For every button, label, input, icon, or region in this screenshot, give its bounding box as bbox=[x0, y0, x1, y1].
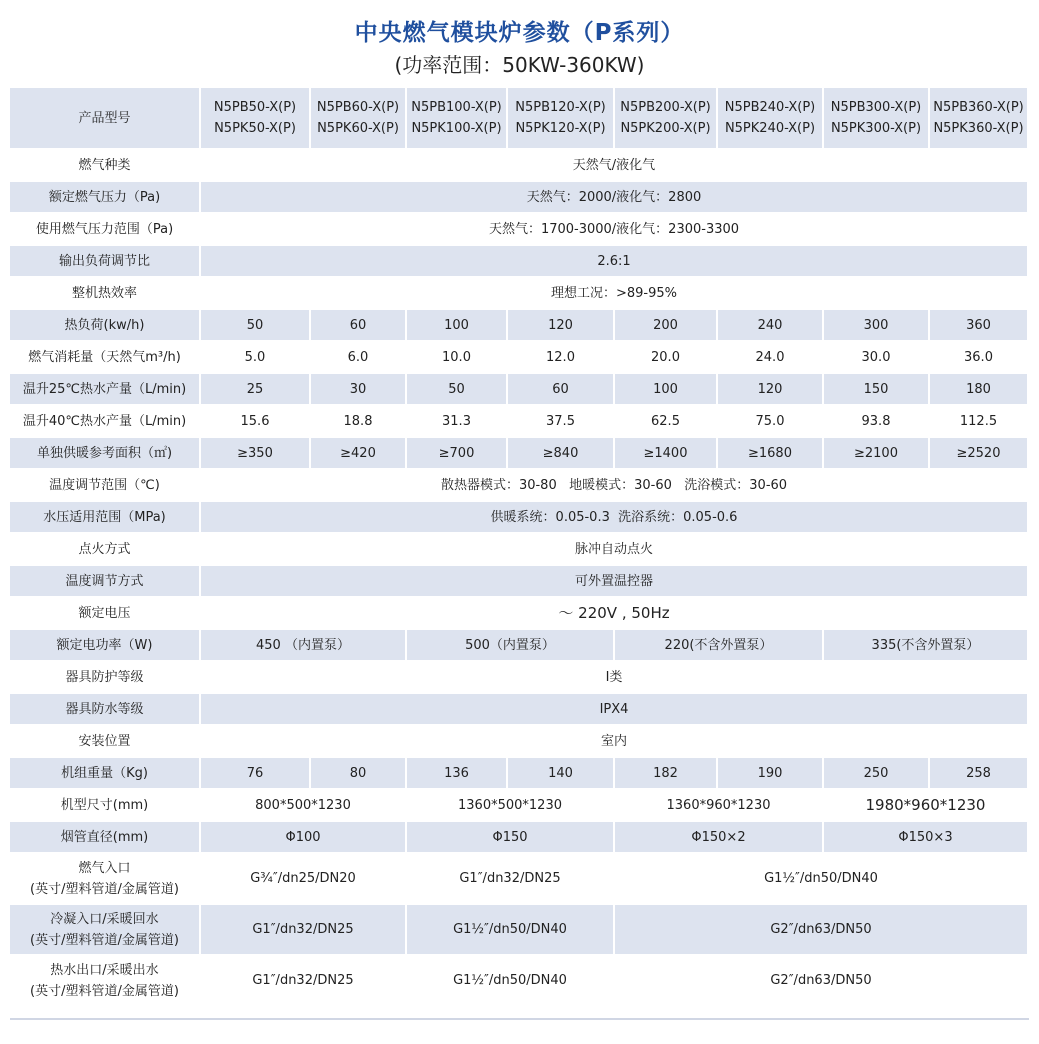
hw-25-cell: 120 bbox=[718, 374, 824, 406]
page-subtitle: (功率范围：50KW-360KW) bbox=[394, 53, 645, 77]
dimensions-cell: 1360*960*1230 bbox=[615, 790, 824, 822]
hw-25-cell: 30 bbox=[311, 374, 407, 406]
table-row bbox=[10, 150, 1029, 182]
table-row bbox=[10, 726, 1029, 758]
gas-type-value: 天然气/液化气 bbox=[201, 150, 1029, 182]
row-label-installation: 安装位置 bbox=[10, 726, 201, 758]
model-cell: N5PB360-X(P) N5PK360-X(P) bbox=[930, 88, 1029, 150]
table-row bbox=[10, 566, 1029, 598]
table-row bbox=[10, 182, 1029, 214]
heating-area-cell: ≥840 bbox=[508, 438, 615, 470]
hw-40-cell: 62.5 bbox=[615, 406, 718, 438]
row-label-cond-inlet: 冷凝入口/采暖回水 (英寸/塑料管道/金属管道) bbox=[10, 905, 201, 956]
table-row bbox=[10, 214, 1029, 246]
rated-pressure-value: 天然气：2000/液化气：2800 bbox=[201, 182, 1029, 214]
weight-cell: 80 bbox=[311, 758, 407, 790]
cond-inlet-cell: G1½″/dn50/DN40 bbox=[407, 905, 615, 956]
hw-40-cell: 18.8 bbox=[311, 406, 407, 438]
heat-load-cell: 300 bbox=[824, 310, 930, 342]
pressure-range-value: 天然气：1700-3000/液化气：2300-3300 bbox=[201, 214, 1029, 246]
table-row bbox=[10, 598, 1029, 630]
table-row bbox=[10, 630, 1029, 662]
weight-cell: 190 bbox=[718, 758, 824, 790]
gas-consumption-cell: 24.0 bbox=[718, 342, 824, 374]
heat-load-cell: 240 bbox=[718, 310, 824, 342]
water-pressure-value: 供暖系统：0.05-0.3 洗浴系统：0.05-0.6 bbox=[201, 502, 1029, 534]
heating-area-cell: ≥420 bbox=[311, 438, 407, 470]
row-label-model: 产品型号 bbox=[10, 88, 201, 150]
row-label-heating-area: 单独供暖参考面积（㎡) bbox=[10, 438, 201, 470]
hw-40-cell: 75.0 bbox=[718, 406, 824, 438]
table-row bbox=[10, 342, 1029, 374]
row-label-dimensions: 机型尺寸(mm) bbox=[10, 790, 201, 822]
gas-consumption-cell: 10.0 bbox=[407, 342, 508, 374]
heating-area-cell: ≥2100 bbox=[824, 438, 930, 470]
row-label-gas-consumption: 燃气消耗量（天然气m³/h) bbox=[10, 342, 201, 374]
row-label-temp-range: 温度调节范围（℃) bbox=[10, 470, 201, 502]
hw-40-cell: 15.6 bbox=[201, 406, 311, 438]
heating-area-cell: ≥2520 bbox=[930, 438, 1029, 470]
model-cell: N5PB100-X(P) N5PK100-X(P) bbox=[407, 88, 508, 150]
heat-load-cell: 200 bbox=[615, 310, 718, 342]
gas-inlet-cell: G¾″/dn25/DN20 bbox=[201, 854, 407, 905]
turndown-value: 2.6:1 bbox=[201, 246, 1029, 278]
row-label-ignition: 点火方式 bbox=[10, 534, 201, 566]
hw-40-cell: 31.3 bbox=[407, 406, 508, 438]
row-label-hw-outlet: 热水出口/采暖出水 (英寸/塑料管道/金属管道) bbox=[10, 956, 201, 1007]
cond-inlet-cell: G2″/dn63/DN50 bbox=[615, 905, 1029, 956]
protection-value: I类 bbox=[201, 662, 1029, 694]
page-title: 中央燃气模块炉参数（P系列） bbox=[354, 20, 685, 46]
hw-25-cell: 60 bbox=[508, 374, 615, 406]
row-label-waterproof: 器具防水等级 bbox=[10, 694, 201, 726]
table-row bbox=[10, 854, 1029, 905]
model-cell: N5PB50-X(P) N5PK50-X(P) bbox=[201, 88, 311, 150]
table-row bbox=[10, 905, 1029, 956]
row-label-water-pressure: 水压适用范围（MPa) bbox=[10, 502, 201, 534]
temp-range-value: 散热器模式：30-80 地暖模式：30-60 洗浴模式：30-60 bbox=[201, 470, 1029, 502]
row-label-weight: 机组重量（Kg) bbox=[10, 758, 201, 790]
gas-consumption-cell: 20.0 bbox=[615, 342, 718, 374]
hw-25-cell: 180 bbox=[930, 374, 1029, 406]
row-label-power: 额定电功率（W) bbox=[10, 630, 201, 662]
table-row bbox=[10, 662, 1029, 694]
row-label-heat-load: 热负荷(kw/h) bbox=[10, 310, 201, 342]
efficiency-value: 理想工况：>89-95% bbox=[201, 278, 1029, 310]
dimensions-cell: 1360*500*1230 bbox=[407, 790, 615, 822]
heating-area-cell: ≥1680 bbox=[718, 438, 824, 470]
table-row bbox=[10, 310, 1029, 342]
row-label-temp-control: 温度调节方式 bbox=[10, 566, 201, 598]
heating-area-cell: ≥700 bbox=[407, 438, 508, 470]
table-row bbox=[10, 438, 1029, 470]
bottom-divider bbox=[10, 1018, 1029, 1020]
flue-cell: Φ150 bbox=[407, 822, 615, 854]
hw-40-cell: 37.5 bbox=[508, 406, 615, 438]
flue-cell: Φ150×3 bbox=[824, 822, 1029, 854]
hw-25-cell: 25 bbox=[201, 374, 311, 406]
voltage-value: ～ 220V , 50Hz bbox=[201, 598, 1029, 630]
temp-control-value: 可外置温控器 bbox=[201, 566, 1029, 598]
table-row bbox=[10, 758, 1029, 790]
gas-consumption-cell: 5.0 bbox=[201, 342, 311, 374]
dimensions-cell: 800*500*1230 bbox=[201, 790, 407, 822]
model-cell: N5PB60-X(P) N5PK60-X(P) bbox=[311, 88, 407, 150]
heat-load-cell: 60 bbox=[311, 310, 407, 342]
gas-inlet-cell: G1″/dn32/DN25 bbox=[407, 854, 615, 905]
heating-area-cell: ≥350 bbox=[201, 438, 311, 470]
row-label-hw-40: 温升40℃热水产量（L/min) bbox=[10, 406, 201, 438]
cond-inlet-cell: G1″/dn32/DN25 bbox=[201, 905, 407, 956]
hw-outlet-cell: G2″/dn63/DN50 bbox=[615, 956, 1029, 1007]
heat-load-cell: 50 bbox=[201, 310, 311, 342]
table-row bbox=[10, 88, 1029, 150]
row-label-flue: 烟管直径(mm) bbox=[10, 822, 201, 854]
flue-cell: Φ150×2 bbox=[615, 822, 824, 854]
row-label-protection: 器具防护等级 bbox=[10, 662, 201, 694]
gas-consumption-cell: 12.0 bbox=[508, 342, 615, 374]
table-row bbox=[10, 822, 1029, 854]
row-label-rated-pressure: 额定燃气压力（Pa) bbox=[10, 182, 201, 214]
table-row bbox=[10, 406, 1029, 438]
weight-cell: 250 bbox=[824, 758, 930, 790]
hw-outlet-cell: G1″/dn32/DN25 bbox=[201, 956, 407, 1007]
row-label-gas-type: 燃气种类 bbox=[10, 150, 201, 182]
table-row bbox=[10, 790, 1029, 822]
model-cell: N5PB300-X(P) N5PK300-X(P) bbox=[824, 88, 930, 150]
ignition-value: 脉冲自动点火 bbox=[201, 534, 1029, 566]
row-label-gas-inlet: 燃气入口 (英寸/塑料管道/金属管道) bbox=[10, 854, 201, 905]
power-cell: 220(不含外置泵） bbox=[615, 630, 824, 662]
row-label-pressure-range: 使用燃气压力范围（Pa) bbox=[10, 214, 201, 246]
power-cell: 500（内置泵） bbox=[407, 630, 615, 662]
table-row bbox=[10, 694, 1029, 726]
table-row bbox=[10, 956, 1029, 1007]
hw-outlet-cell: G1½″/dn50/DN40 bbox=[407, 956, 615, 1007]
table-row bbox=[10, 246, 1029, 278]
table-row bbox=[10, 502, 1029, 534]
weight-cell: 182 bbox=[615, 758, 718, 790]
table-row bbox=[10, 374, 1029, 406]
model-cell: N5PB120-X(P) N5PK120-X(P) bbox=[508, 88, 615, 150]
model-cell: N5PB200-X(P) N5PK200-X(P) bbox=[615, 88, 718, 150]
weight-cell: 258 bbox=[930, 758, 1029, 790]
row-label-hw-25: 温升25℃热水产量（L/min) bbox=[10, 374, 201, 406]
table-row bbox=[10, 278, 1029, 310]
heat-load-cell: 120 bbox=[508, 310, 615, 342]
power-cell: 335(不含外置泵） bbox=[824, 630, 1029, 662]
weight-cell: 136 bbox=[407, 758, 508, 790]
flue-cell: Φ100 bbox=[201, 822, 407, 854]
hw-40-cell: 112.5 bbox=[930, 406, 1029, 438]
gas-consumption-cell: 6.0 bbox=[311, 342, 407, 374]
hw-25-cell: 150 bbox=[824, 374, 930, 406]
weight-cell: 76 bbox=[201, 758, 311, 790]
table-row bbox=[10, 470, 1029, 502]
gas-consumption-cell: 36.0 bbox=[930, 342, 1029, 374]
installation-value: 室内 bbox=[201, 726, 1029, 758]
hw-25-cell: 100 bbox=[615, 374, 718, 406]
row-label-voltage: 额定电压 bbox=[10, 598, 201, 630]
spec-table bbox=[10, 88, 1029, 1007]
hw-25-cell: 50 bbox=[407, 374, 508, 406]
power-cell: 450 （内置泵） bbox=[201, 630, 407, 662]
weight-cell: 140 bbox=[508, 758, 615, 790]
gas-inlet-cell: G1½″/dn50/DN40 bbox=[615, 854, 1029, 905]
heating-area-cell: ≥1400 bbox=[615, 438, 718, 470]
gas-consumption-cell: 30.0 bbox=[824, 342, 930, 374]
table-row bbox=[10, 534, 1029, 566]
heat-load-cell: 100 bbox=[407, 310, 508, 342]
model-cell: N5PB240-X(P) N5PK240-X(P) bbox=[718, 88, 824, 150]
row-label-turndown: 输出负荷调节比 bbox=[10, 246, 201, 278]
waterproof-value: IPX4 bbox=[201, 694, 1029, 726]
row-label-efficiency: 整机热效率 bbox=[10, 278, 201, 310]
hw-40-cell: 93.8 bbox=[824, 406, 930, 438]
heat-load-cell: 360 bbox=[930, 310, 1029, 342]
dimensions-cell: 1980*960*1230 bbox=[824, 790, 1029, 822]
